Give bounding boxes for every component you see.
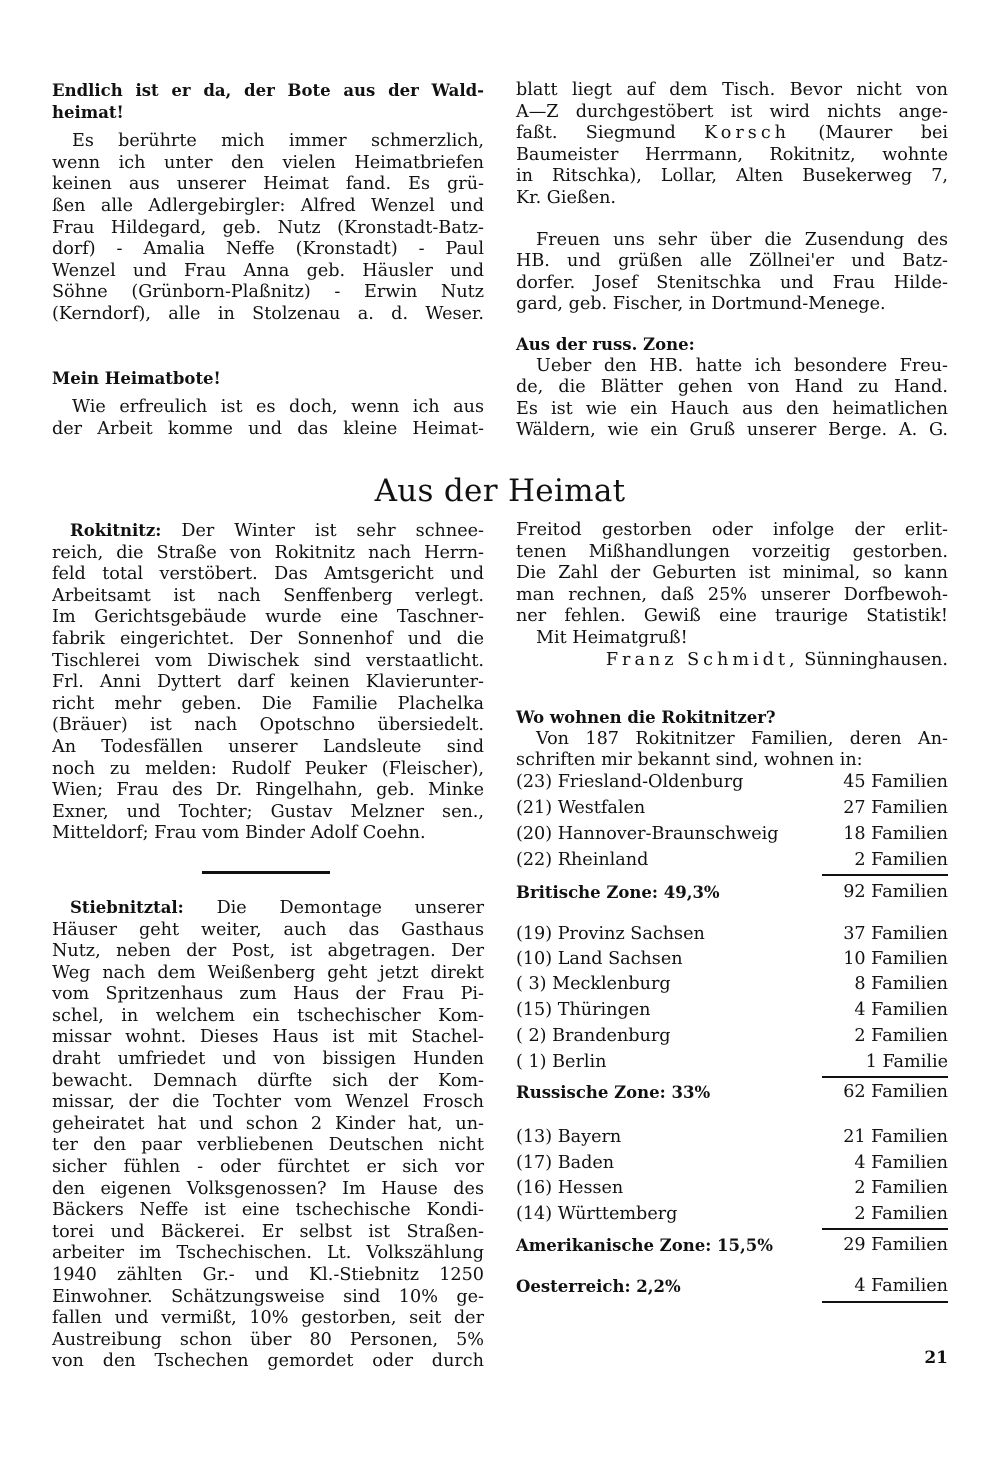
region: (16) Hessen [516, 1177, 624, 1198]
family-count: 8 Familien [854, 973, 948, 994]
text-line: Häuser geht weiter, auch das Gasthaus [52, 919, 484, 940]
region: (19) Provinz Sachsen [516, 923, 705, 944]
text-line: Es ist wie ein Hauch aus den heimatlichen [516, 398, 948, 419]
text-line: ner fehlen. Gewiß eine traurige Statistik! [516, 606, 948, 627]
region: (17) Baden [516, 1152, 615, 1173]
text-line: Baumeister Herrmann, Rokitnitz, wohnte [516, 144, 948, 165]
text-line: fallen und vermißt, 10% gestorben, seit der [52, 1308, 484, 1329]
place-label: Rokitnitz: [70, 521, 162, 540]
table-row [516, 824, 948, 850]
text-line: Weg nach dem Weißenberg geht jetzt direkt [52, 962, 484, 983]
table-row [516, 1052, 948, 1078]
text-line: Tischlerei vom Diwischek sind verstaatlicht. [52, 650, 484, 671]
table-row [516, 1153, 948, 1179]
text-line: arbeiter im Tschechischen. Lt. Volkszählung [52, 1243, 484, 1264]
sum-rule [822, 1076, 948, 1078]
text-line: geheiratet hat und schon 2 Kinder hat, un- [52, 1113, 484, 1134]
text-line: torei und Bäckerei. Er selbst ist Straßen- [52, 1221, 484, 1242]
text-line: 1940 zählten Gr.- und Kl.-Stiebnitz 1250 [52, 1265, 484, 1285]
table-row [516, 974, 948, 1000]
text-line: Im Gerichtsgebäude wurde eine Taschner- [52, 607, 484, 628]
text-line: de, die Blätter gehen von Hand zu Hand. [516, 377, 948, 398]
text-line: schriften mir bekannt sind, wohnen in: [516, 750, 863, 771]
family-count: 27 Familien [843, 797, 948, 818]
news-right-column [516, 520, 948, 1472]
text-fragment: Die Demontage unserer [216, 897, 484, 918]
text-line: An Todesfällen unserer Landsleute sind [52, 736, 484, 757]
region: (20) Hannover-Braunschweig [516, 823, 779, 844]
text-line: A—Z durchgestöbert ist wird nichts ange- [516, 101, 948, 122]
text-line: dorfer. Josef Stenitschka und Frau Hilde- [516, 272, 948, 293]
text-line: Ueber den HB. hatte ich besondere Freu- [536, 355, 948, 376]
text-line: Frl. Anni Dyttert darf keinen Klavierunter- [52, 672, 484, 693]
text-line: missar, der die Tochter vom Wenzel Frosch [52, 1092, 484, 1113]
table-row [516, 1204, 948, 1230]
text-line: dorf) - Amalia Neffe (Kronstadt) - Paul [52, 239, 484, 260]
text-line: Freuen uns sehr über die Zusendung des [536, 229, 948, 250]
table-row [516, 1000, 948, 1026]
text-line: man rechnen, daß 25% unserer Dorfbewoh- [516, 584, 948, 605]
text-line: (Kerndorf), alle in Stolzenau a. d. Weser. [52, 303, 484, 324]
zone-total-row [516, 1235, 948, 1261]
text-line: reich, die Straße von Rokitnitz nach Herrn- [52, 542, 484, 563]
text-line: Frau Hildegard, geb. Nutz (Kronstadt-Batz- [52, 217, 484, 238]
text-line: feld total verstöbert. Das Amtsgericht und [52, 564, 484, 585]
table-row [516, 924, 948, 950]
zone-count: 62 Familien [843, 1081, 948, 1102]
region: ( 3) Mecklenburg [516, 973, 671, 994]
region: (22) Rheinland [516, 849, 649, 870]
distribution-table [516, 772, 948, 1472]
family-count: 2 Familien [854, 1203, 948, 1224]
region: (15) Thüringen [516, 999, 651, 1020]
family-count: 10 Familien [843, 948, 948, 969]
region: (23) Friesland-Oldenburg [516, 771, 744, 792]
text-line: richt mehr geben. Die Familie Plachelka [52, 693, 484, 714]
text-line: Arbeitsamt ist nach Senffenberg verlegt. [52, 585, 484, 606]
zone-label: Amerikanische Zone: 15,5% [516, 1235, 773, 1255]
text-line: Söhne (Grünborn-Plaßnitz) - Erwin Nutz [52, 282, 484, 303]
zone-label: Oesterreich: 2,2% [516, 1276, 681, 1296]
text-line: sicher fühlen - oder fürchtet er sich vor [52, 1157, 484, 1178]
news-left-column [52, 520, 484, 1373]
family-count: 2 Familien [854, 1177, 948, 1198]
family-count: 4 Familien [854, 1152, 948, 1173]
text-line: Austreibung schon über 80 Personen, 5% [52, 1329, 484, 1350]
letter-heading: Aus der russ. Zone: [516, 334, 695, 354]
text-line [52, 897, 484, 920]
letters-left-column [52, 80, 484, 440]
text-line: Bäckers Neffe ist eine tschechische Kondi- [52, 1200, 484, 1221]
text-line: der Arbeit komme und das kleine Heimat- [52, 418, 484, 439]
text-line: bewacht. Demnach dürfte sich der Kom- [52, 1070, 484, 1091]
family-count: 37 Familien [843, 923, 948, 944]
place-label: Stiebnitztal: [70, 897, 184, 917]
text-line: Nutz, neben der Post, ist abgetragen. Der [52, 941, 484, 962]
table-row [516, 1127, 948, 1153]
text-line: Einwohner. Schätzungsweise sind 10% ge- [52, 1286, 484, 1307]
signature [516, 650, 948, 672]
text-line: ter den paar verbliebenen Deutschen nicht [52, 1135, 484, 1156]
table-row [516, 798, 948, 824]
text-line: Wäldern, wie ein Gruß unserer Berge. A. G. [516, 420, 948, 441]
text-line: keinen aus unserer Heimat fand. Es grü- [52, 174, 484, 195]
greeting: Mit Heimatgruß! [536, 627, 688, 648]
text-line: in Ritschka), Lollar, Alten Busekerweg 7, [516, 166, 948, 187]
section-divider [202, 871, 330, 874]
family-count: 2 Familien [854, 849, 948, 870]
text-line [516, 123, 948, 145]
text-line: Es berührte mich immer schmerzlich, [72, 131, 484, 152]
signature-place: Sünninghausen. [804, 649, 948, 670]
sum-rule [822, 1228, 948, 1230]
family-count: 18 Familien [843, 823, 948, 844]
zone-label: Britische Zone: 49,3% [516, 882, 720, 902]
letters-right-column [516, 80, 948, 442]
region: (13) Bayern [516, 1126, 622, 1147]
family-count: 45 Familien [843, 771, 948, 792]
text-line: Die Zahl der Geburten ist minimal, so kann [516, 563, 948, 584]
text-fragment: (Maurer bei [818, 123, 948, 144]
text-line: wenn ich unter den vielen Heimatbriefen [52, 152, 484, 173]
text-line: Wie erfreulich ist es doch, wenn ich aus [72, 397, 484, 418]
text-line: Freitod gestorben oder infolge der erlit- [516, 520, 948, 540]
person-name: Korsch [704, 123, 791, 144]
region: ( 2) Brandenburg [516, 1025, 671, 1046]
region: (21) Westfalen [516, 797, 646, 818]
text-line: missar wohnt. Dieses Haus ist mit Stachel- [52, 1027, 484, 1048]
text-line: den eigenen Volksgenossen? Im Hause des [52, 1178, 484, 1199]
table-row [516, 1178, 948, 1204]
family-count: 4 Familien [854, 999, 948, 1020]
table-row [516, 949, 948, 975]
zone-total-row [516, 1082, 948, 1108]
zone-count: 92 Familien [843, 881, 948, 902]
page-number: 21 [924, 1348, 948, 1368]
region: (10) Land Sachsen [516, 948, 683, 969]
text-line: fabrik eingerichtet. Der Sonnenhof und die [52, 628, 484, 649]
family-count: 2 Familien [854, 1025, 948, 1046]
text-line [52, 520, 484, 543]
sum-rule [822, 1301, 948, 1303]
text-line: Kr. Gießen. [516, 187, 616, 208]
text-line: noch zu melden: Rudolf Peuker (Fleischer), [52, 758, 484, 779]
zone-total-row [516, 882, 948, 908]
text-line: gard, geb. Fischer, in Dortmund-Menege. [516, 294, 886, 315]
table-row [516, 772, 948, 798]
table-row [516, 1026, 948, 1052]
sum-rule [822, 874, 948, 876]
zone-count: 29 Familien [843, 1234, 948, 1255]
text-line: von den Tschechen gemordet oder durch [52, 1351, 484, 1372]
letter-heading-cont: heimat! [52, 102, 124, 122]
text-line: tenen Mißhandlungen vorzeitig gestorben. [516, 541, 948, 562]
family-count: 1 Familie [865, 1051, 948, 1072]
text-line: ßen alle Adlergebirgler: Alfred Wenzel und [52, 195, 484, 216]
text-line: Wien; Frau des Dr. Ringelhahn, geb. Minke [52, 780, 484, 801]
letter-heading: Mein Heimatbote! [52, 368, 221, 388]
region: ( 1) Berlin [516, 1051, 607, 1072]
family-count: 21 Familien [843, 1126, 948, 1147]
text-line: blatt liegt auf dem Tisch. Bevor nicht von [516, 80, 948, 100]
text-line: Von 187 Rokitnitzer Familien, deren An- [536, 728, 948, 749]
letter-heading: Endlich ist er da, der Bote aus der Wald- [52, 81, 484, 100]
text-line: schel, in welchem ein tschechischer Kom- [52, 1005, 484, 1026]
signature-name: Franz Schmidt, [605, 649, 799, 670]
text-line: vom Spritzenhaus zum Haus der Frau Pi- [52, 984, 484, 1005]
text-fragment: Der Winter ist sehr schnee- [181, 521, 484, 541]
text-line: draht umfriedet und von bissigen Hunden [52, 1049, 484, 1070]
table-heading: Wo wohnen die Rokitnitzer? [516, 708, 776, 728]
table-row [516, 850, 948, 876]
text-line: HB. und grüßen alle Zöllnei'er und Batz- [516, 251, 948, 272]
zone-label: Russische Zone: 33% [516, 1082, 711, 1102]
zone-count: 4 Familien [854, 1275, 948, 1296]
text-line: Mitteldorf; Frau vom Binder Adolf Coehn. [52, 823, 426, 844]
section-title: Aus der Heimat [374, 473, 626, 509]
region: (14) Württemberg [516, 1203, 678, 1224]
text-fragment: faßt. Siegmund [516, 123, 676, 144]
text-line: (Bräuer) ist nach Opotschno übersiedelt. [52, 715, 484, 736]
text-line: Exner, und Tochter; Gustav Melzner sen., [52, 801, 484, 822]
zone-total-row [516, 1276, 948, 1302]
text-line: Wenzel und Frau Anna geb. Häusler und [52, 260, 484, 281]
